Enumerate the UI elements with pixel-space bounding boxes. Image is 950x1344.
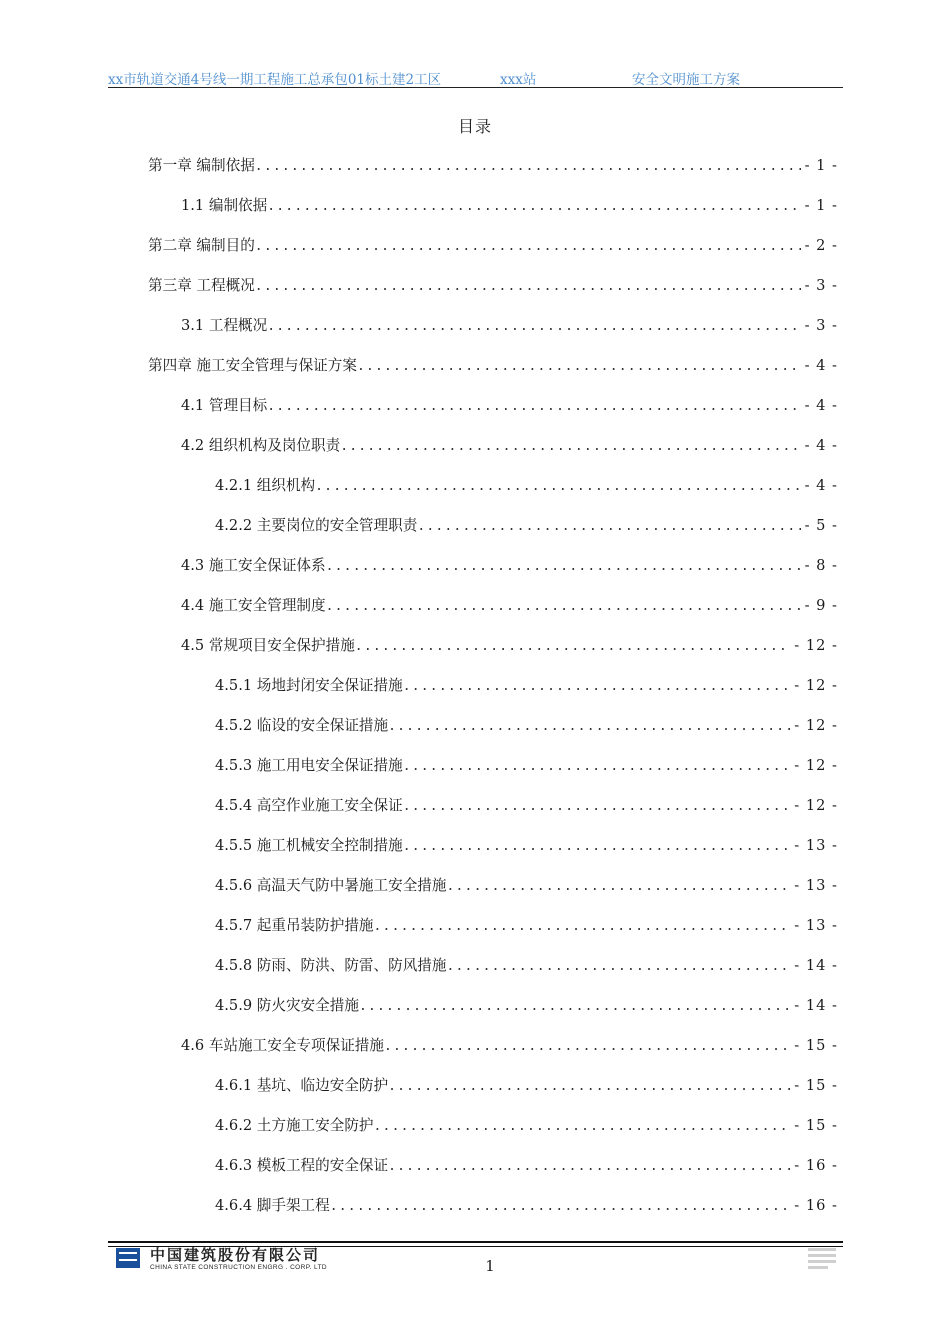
toc-leader-dots	[357, 359, 801, 374]
toc-entry[interactable]	[215, 874, 838, 896]
toc-entry-label: 4.5.3 施工用电安全保证措施	[215, 757, 403, 774]
toc-entry[interactable]	[181, 194, 838, 216]
toc-entry-label: 4.5.1 场地封闭安全保证措施	[215, 677, 403, 694]
toc-entry-page: - 12 -	[794, 637, 838, 654]
company-name-cn: 中国建筑股份有限公司	[150, 1246, 321, 1264]
toc-entry-page: - 15 -	[794, 1077, 838, 1094]
toc-entry-label: 4.3 施工安全保证体系	[181, 557, 326, 574]
toc-entry[interactable]	[215, 794, 838, 816]
toc-entry-label: 1.1 编制依据	[181, 197, 268, 214]
toc-entry[interactable]	[148, 154, 838, 176]
toc-leader-dots	[326, 599, 801, 614]
toc-leader-dots	[417, 519, 800, 534]
toc-entry-page: - 9 -	[804, 597, 838, 614]
toc-entry-page: - 13 -	[794, 837, 838, 854]
header-rule	[108, 87, 843, 88]
toc-entry-page: - 3 -	[804, 317, 838, 334]
toc-entry-page: - 16 -	[794, 1197, 838, 1214]
toc-entry[interactable]	[215, 994, 838, 1016]
toc-entry-label: 第二章 编制目的	[148, 237, 255, 254]
toc-leader-dots	[403, 799, 791, 814]
toc-leader-dots	[388, 719, 790, 734]
header-station: xxx站	[500, 72, 537, 88]
toc-entry-label: 4.2.2 主要岗位的安全管理职责	[215, 517, 418, 534]
toc-entry[interactable]	[215, 1154, 838, 1176]
toc-title: 目录	[457, 117, 492, 136]
toc-leader-dots	[255, 279, 801, 294]
toc-entry[interactable]	[181, 594, 838, 616]
toc-entry-page: - 15 -	[794, 1117, 838, 1134]
toc-entry-page: - 16 -	[794, 1157, 838, 1174]
toc-entry-page: - 13 -	[794, 877, 838, 894]
toc-entry-page: - 3 -	[804, 277, 838, 294]
toc-entry-label: 4.5.9 防火灾安全措施	[215, 997, 359, 1014]
toc-entry[interactable]	[215, 1074, 838, 1096]
toc-entry[interactable]	[148, 354, 838, 376]
decorative-stripes-icon	[808, 1246, 836, 1268]
toc-entry-label: 4.2.1 组织机构	[215, 477, 316, 494]
toc-entry-page: - 4 -	[804, 397, 838, 414]
toc-entry-label: 4.6.4 脚手架工程	[215, 1197, 330, 1214]
footer-rule	[108, 1241, 843, 1243]
header-project: xx市轨道交通4号线一期工程施工总承包01标土建2工区	[108, 72, 442, 88]
toc-entry[interactable]	[181, 554, 838, 576]
toc-leader-dots	[374, 919, 791, 934]
toc-leader-dots	[403, 759, 791, 774]
toc-entry-page: - 14 -	[794, 957, 838, 974]
header-doc-title: 安全文明施工方案	[632, 72, 740, 88]
toc-entry-page: - 1 -	[804, 197, 838, 214]
toc-leader-dots	[384, 1039, 790, 1054]
toc-entry-label: 第一章 编制依据	[148, 157, 255, 174]
toc-entry[interactable]	[215, 834, 838, 856]
toc-entry-page: - 8 -	[804, 557, 838, 574]
toc-leader-dots	[359, 999, 790, 1014]
toc-entry-page: - 15 -	[794, 1037, 838, 1054]
toc-leader-dots	[355, 639, 790, 654]
toc-entry-label: 4.5.6 高温天气防中暑施工安全措施	[215, 877, 447, 894]
toc-entry-page: - 12 -	[794, 757, 838, 774]
toc-leader-dots	[255, 239, 801, 254]
toc-entry-label: 4.6.2 土方施工安全防护	[215, 1117, 374, 1134]
toc-entry-label: 4.6 车站施工安全专项保证措施	[181, 1037, 384, 1054]
toc-entry[interactable]	[215, 914, 838, 936]
toc-leader-dots	[388, 1079, 790, 1094]
toc-entry[interactable]	[181, 394, 838, 416]
page-number: 1	[485, 1257, 495, 1275]
toc-entry-page: - 12 -	[794, 797, 838, 814]
toc-leader-dots	[447, 879, 791, 894]
toc-entry[interactable]	[215, 754, 838, 776]
toc-entry-label: 4.5 常规项目安全保护措施	[181, 637, 355, 654]
toc-entry[interactable]	[181, 634, 838, 656]
toc-entry-page: - 14 -	[794, 997, 838, 1014]
toc-entry-label: 4.5.5 施工机械安全控制措施	[215, 837, 403, 854]
toc-entry-label: 第三章 工程概况	[148, 277, 255, 294]
toc-entry-label: 4.2 组织机构及岗位职责	[181, 437, 341, 454]
toc-leader-dots	[388, 1159, 790, 1174]
toc-entry[interactable]	[148, 234, 838, 256]
toc-leader-dots	[315, 479, 800, 494]
toc-entry-page: - 4 -	[804, 357, 838, 374]
toc-entry[interactable]	[181, 1034, 838, 1056]
toc-entry[interactable]	[181, 314, 838, 336]
toc-entry-page: - 5 -	[804, 517, 838, 534]
toc-leader-dots	[447, 959, 791, 974]
toc-entry-page: - 13 -	[794, 917, 838, 934]
toc-leader-dots	[340, 439, 800, 454]
toc-entry[interactable]	[215, 474, 838, 496]
toc-entry-page: - 2 -	[804, 237, 838, 254]
toc-leader-dots	[255, 159, 801, 174]
toc-entry-label: 4.4 施工安全管理制度	[181, 597, 326, 614]
toc-entry-page: - 4 -	[804, 477, 838, 494]
toc-entry-label: 4.5.8 防雨、防洪、防雷、防风措施	[215, 957, 447, 974]
toc-entry-label: 4.5.2 临设的安全保证措施	[215, 717, 389, 734]
toc-leader-dots	[330, 1199, 791, 1214]
toc-entry[interactable]	[148, 274, 838, 296]
toc-entry-page: - 12 -	[794, 717, 838, 734]
toc-leader-dots	[326, 559, 801, 574]
toc-entry-label: 4.1 管理目标	[181, 397, 268, 414]
toc-entry-page: - 1 -	[804, 157, 838, 174]
toc-entry[interactable]	[215, 514, 838, 536]
toc-leader-dots	[374, 1119, 791, 1134]
toc-entry[interactable]	[215, 674, 838, 696]
toc-leader-dots	[267, 319, 800, 334]
toc-entry-page: - 12 -	[794, 677, 838, 694]
toc-leader-dots	[267, 199, 800, 214]
toc-entry-label: 4.6.3 模板工程的安全保证	[215, 1157, 389, 1174]
toc-entry[interactable]	[215, 954, 838, 976]
toc-entry-label: 3.1 工程概况	[181, 317, 268, 334]
toc-entry-label: 4.5.4 高空作业施工安全保证	[215, 797, 403, 814]
toc-entry[interactable]	[215, 714, 838, 736]
page-header	[108, 68, 843, 88]
toc-entry-page: - 4 -	[804, 437, 838, 454]
toc-entry[interactable]	[181, 434, 838, 456]
toc-entry-label: 4.5.7 起重吊装防护措施	[215, 917, 374, 934]
toc-entry-label: 4.6.1 基坑、临边安全防护	[215, 1077, 389, 1094]
toc-entry-label: 第四章 施工安全管理与保证方案	[148, 357, 357, 374]
company-name-en: CHINA STATE CONSTRUCTION ENGRG . CORP. LTD	[150, 1264, 328, 1271]
toc-entry[interactable]	[215, 1194, 838, 1216]
toc-leader-dots	[403, 679, 791, 694]
toc-leader-dots	[267, 399, 800, 414]
toc-leader-dots	[403, 839, 791, 854]
toc-entry[interactable]	[215, 1114, 838, 1136]
